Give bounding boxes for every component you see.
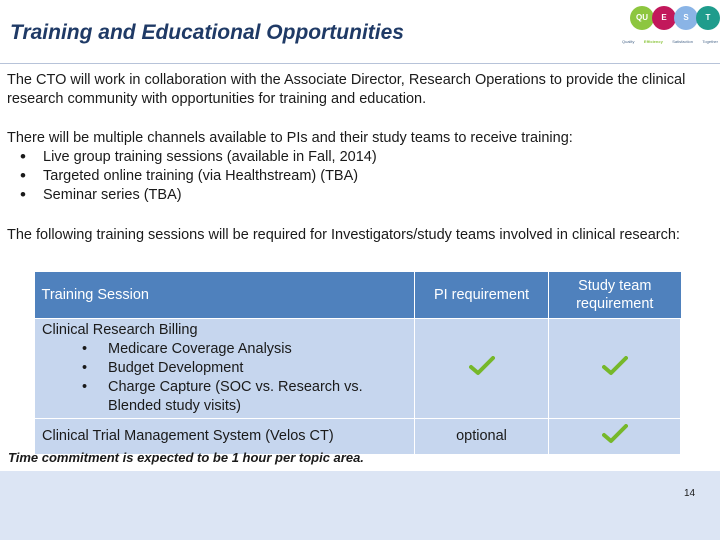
slide-title: Training and Educational Opportunities	[10, 21, 404, 44]
list-item: • Budget Development	[82, 359, 414, 378]
title-divider	[0, 63, 720, 64]
table-row	[35, 418, 681, 454]
session-cell	[35, 418, 415, 454]
logo-tagline-word: Together	[702, 38, 718, 44]
page-number: 14	[684, 488, 696, 499]
header-pi-requirement: PI requirement	[415, 272, 549, 318]
table-row	[35, 318, 681, 418]
intro-paragraph: The CTO will work in collaboration with the Associate Director, Research Operations to provide the clinical research community with opportunities for training and education.	[7, 72, 686, 107]
logo-circle-qu: QU	[630, 6, 654, 30]
required-sessions-paragraph: The following training sessions will be required for Investigators/study teams involved in clinical research:	[7, 227, 680, 243]
logo-tagline-word: Efficiency	[643, 38, 663, 44]
session-name: Clinical Trial Management System (Velos CT)	[42, 428, 334, 444]
list-item: • Medicare Coverage Analysis	[82, 340, 414, 359]
table-header-row	[35, 272, 681, 318]
list-item: • Live group training sessions (available in Fall, 2014)	[18, 148, 377, 167]
logo-tagline	[622, 36, 718, 46]
optional-label: optional	[456, 428, 507, 444]
header-study-team-requirement: Study team requirement	[549, 272, 681, 318]
channels-list	[18, 148, 377, 205]
session-name: Clinical Research Billing	[42, 321, 198, 338]
training-table	[34, 272, 681, 455]
header-training-session: Training Session	[35, 272, 415, 318]
session-topics	[82, 340, 414, 416]
check-icon	[602, 424, 628, 444]
logo-circle-t: T	[696, 6, 720, 30]
logo-tagline-word: Satisfaction	[672, 38, 693, 44]
list-item: • Charge Capture (SOC vs. Research vs. Blended study visits)	[82, 378, 414, 416]
session-cell	[35, 318, 415, 418]
logo-tagline-word: Quality	[622, 38, 635, 44]
logo-circles	[630, 6, 718, 32]
list-item: • Seminar series (TBA)	[18, 186, 377, 205]
time-commitment-note: Time commitment is expected to be 1 hour per topic area.	[8, 450, 364, 465]
quest-logo	[622, 4, 718, 50]
pi-requirement-cell	[415, 418, 549, 454]
check-icon	[469, 356, 495, 376]
footer-band	[0, 471, 720, 540]
logo-circle-e: E	[652, 6, 676, 30]
pi-requirement-cell	[415, 318, 549, 418]
channels-paragraph: There will be multiple channels available to PIs and their study teams to receive training:	[7, 130, 573, 146]
study-team-requirement-cell	[549, 418, 681, 454]
list-item: • Targeted online training (via Healthstream) (TBA)	[18, 167, 377, 186]
logo-circle-s: S	[674, 6, 698, 30]
check-icon	[602, 356, 628, 376]
study-team-requirement-cell	[549, 318, 681, 418]
